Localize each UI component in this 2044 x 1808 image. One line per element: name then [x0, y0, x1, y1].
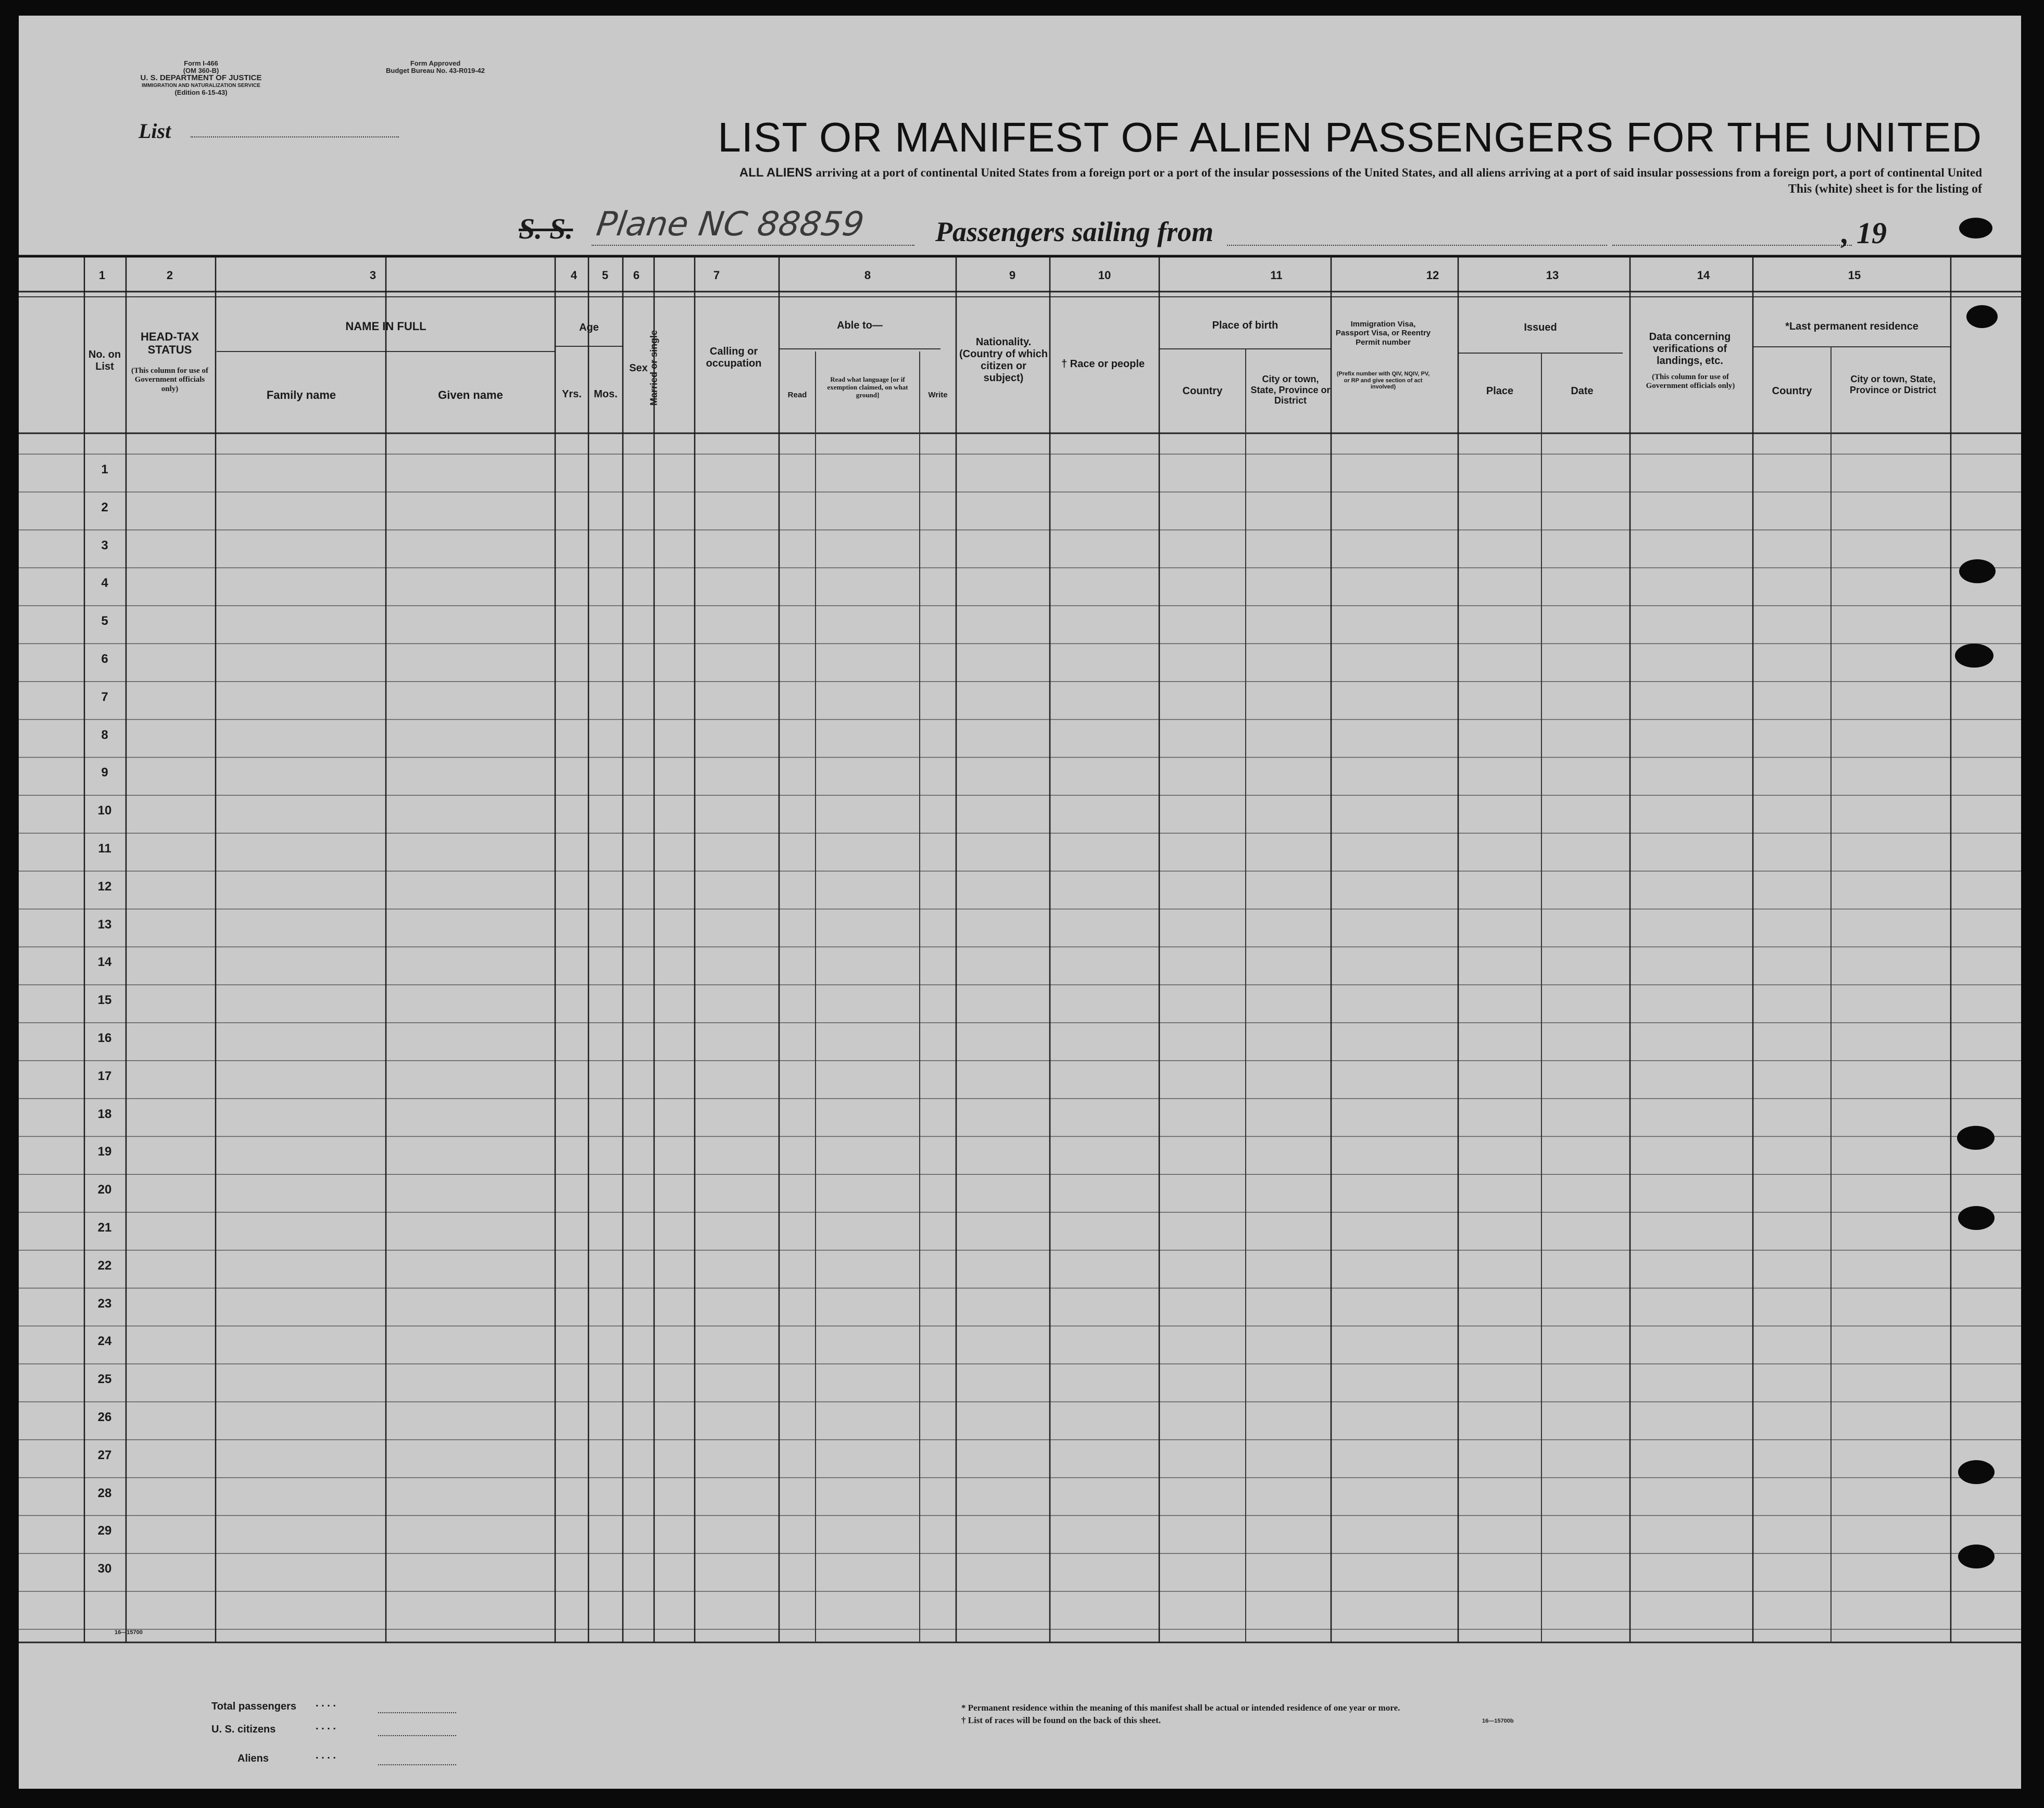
header-read-language: Read what language [or if exemption claimed, on what ground] [827, 375, 908, 399]
col-num-11: 11 [1270, 269, 1283, 282]
row-number: 18 [97, 1107, 112, 1121]
row-number: 16 [97, 1031, 112, 1045]
binder-hole-mark [1958, 1460, 1995, 1484]
row-number: 12 [97, 879, 112, 894]
row-number: 4 [101, 576, 108, 591]
aliens-dots: . . . . [316, 1750, 336, 1761]
budget-bureau: Budget Bureau No. 43-R019-42 [386, 67, 485, 74]
us-citizens-label: U. S. citizens [211, 1724, 276, 1735]
col-num-13: 13 [1546, 269, 1559, 282]
row-number: 28 [97, 1486, 112, 1500]
header-read: Read [787, 391, 807, 399]
row-number: 11 [98, 842, 111, 856]
footnote-races: † List of races will be found on the back of this sheet. [961, 1715, 1161, 1725]
col-num-7: 7 [713, 269, 720, 282]
header-able-to: Able to— [837, 320, 883, 331]
header-no-on-list: No. on List [88, 349, 121, 372]
row-number: 30 [97, 1562, 112, 1576]
col-num-6: 6 [633, 269, 640, 282]
list-label: List [139, 119, 171, 143]
row-number: 26 [97, 1410, 112, 1424]
row-number: 21 [97, 1221, 112, 1235]
page-title: LIST OR MANIFEST OF ALIEN PASSENGERS FOR THE UNITED [718, 114, 1982, 160]
header-calling: Calling or occupation [706, 346, 762, 369]
ss-prefix: S. S. [519, 213, 573, 245]
row-number: 29 [97, 1524, 112, 1538]
header-family-name: Family name [266, 388, 336, 401]
binder-hole-mark [1959, 559, 1996, 583]
row-number: 25 [97, 1372, 112, 1387]
header-verifications-note: (This column for use of Government officials only) [1646, 373, 1735, 391]
header-lr-country: Country [1772, 385, 1812, 397]
header-lr-city: City or town, State, Province or District [1849, 374, 1937, 395]
service: IMMIGRATION AND NATURALIZATION SERVICE [142, 83, 260, 89]
row-number: 13 [97, 917, 112, 932]
header-name-in-full: NAME IN FULL [345, 320, 427, 333]
binder-hole-mark [1957, 1126, 1995, 1150]
header-head-tax-note: (This column for use of Government officials only) [131, 367, 209, 393]
header-issued-place: Place [1486, 385, 1514, 397]
form-number: Form I-466 [184, 59, 218, 67]
row-number: 15 [97, 993, 112, 1008]
header-issued-date: Date [1571, 385, 1594, 397]
row-number: 14 [97, 955, 112, 970]
col-num-2: 2 [166, 269, 173, 282]
header-yrs: Yrs. [562, 388, 582, 400]
department: U. S. DEPARTMENT OF JUSTICE [140, 73, 262, 82]
header-place-of-birth: Place of birth [1212, 320, 1278, 331]
col-num-9: 9 [1009, 269, 1016, 282]
col-num-15: 15 [1848, 269, 1861, 282]
header-race: † Race or people [1061, 358, 1145, 370]
us-citizens-field[interactable] [378, 1735, 456, 1736]
row-number: 8 [101, 727, 108, 742]
col-num-10: 10 [1098, 269, 1111, 282]
binder-hole-mark [1955, 644, 1993, 668]
form-approved: Form Approved [410, 59, 461, 67]
col-num-12: 12 [1426, 269, 1439, 282]
header-visa: Immigration Visa, Passport Visa, or Reentry Permit number [1335, 320, 1431, 347]
header-given-name: Given name [438, 388, 503, 401]
instruction-text: arriving at a port of continental United States from a foreign port or a port of the insular possessions of the United States, and all aliens arriving at a port of said insular possessions from a foreign port, a port of continental United [816, 166, 1982, 179]
vessel-name-handwritten: Plane NC 88859 [594, 205, 867, 244]
form-sub: (OM 360-B) [183, 67, 219, 74]
binder-hole-mark [1958, 1545, 1995, 1568]
header-head-tax: HEAD-TAX STATUS [140, 330, 199, 357]
row-number: 3 [101, 538, 108, 553]
row-number: 23 [97, 1296, 112, 1311]
aliens-field[interactable] [378, 1764, 456, 1765]
row-number: 22 [97, 1258, 112, 1273]
instruction-line-2: This (white) sheet is for the listing of [1788, 182, 1982, 196]
total-passengers-field[interactable] [378, 1712, 456, 1713]
print-code-right: 16—15700b [1482, 1718, 1514, 1724]
row-number: 20 [97, 1183, 112, 1197]
instruction-lead: ALL ALIENS [739, 166, 812, 180]
row-number: 1 [101, 462, 108, 476]
row-number: 2 [101, 500, 108, 514]
col-num-4: 4 [570, 269, 578, 282]
row-number: 19 [97, 1145, 112, 1159]
row-number: 27 [97, 1448, 112, 1462]
header-nationality: Nationality. (Country of which citizen or subject) [959, 336, 1048, 384]
header-birth-city: City or town, State, Province or District [1250, 374, 1331, 406]
print-code-left: 16—15700 [115, 1629, 143, 1636]
col-num-14: 14 [1697, 269, 1710, 282]
edition: (Edition 6-15-43) [174, 89, 228, 96]
col-num-3: 3 [369, 269, 377, 282]
header-married: Married or single [648, 330, 659, 406]
row-number: 7 [101, 689, 108, 704]
binder-hole-mark [1959, 218, 1992, 238]
row-number: 5 [101, 614, 108, 629]
header-birth-country: Country [1182, 385, 1223, 397]
header-sex: Sex [629, 362, 648, 374]
header-visa-note: (Prefix number with QIV, NQIV, PV, or RP and give section of act involved) [1336, 371, 1430, 391]
binder-hole-mark [1966, 305, 1998, 328]
col-num-5: 5 [601, 269, 609, 282]
row-number: 10 [97, 803, 112, 818]
year-prefix: , 19 [1841, 216, 1887, 250]
sailing-label: Passengers sailing from [935, 216, 1214, 247]
manifest-sheet [19, 16, 2021, 1789]
binder-hole-mark [1958, 1206, 1995, 1230]
row-number: 9 [101, 765, 108, 780]
row-number: 17 [97, 1069, 112, 1083]
us-citizens-dots: . . . . [316, 1721, 336, 1732]
header-verifications: Data concerning verifications of landings, etc. [1649, 331, 1731, 367]
total-passengers-dots: . . . . [316, 1698, 336, 1709]
header-last-residence: *Last permanent residence [1785, 321, 1918, 332]
header-age: Age [579, 322, 599, 333]
total-passengers-label: Total passengers [211, 1701, 297, 1712]
header-write: Write [928, 391, 948, 399]
col-num-8: 8 [864, 269, 871, 282]
header-issued: Issued [1524, 322, 1557, 333]
col-num-1: 1 [98, 269, 106, 282]
aliens-label: Aliens [237, 1753, 269, 1764]
row-number: 24 [97, 1334, 112, 1349]
row-number: 6 [101, 652, 108, 666]
footnote-permanent-residence: * Permanent residence within the meaning of this manifest shall be actual or intended residence of one year or more. [961, 1703, 1400, 1713]
header-mos: Mos. [594, 388, 618, 400]
